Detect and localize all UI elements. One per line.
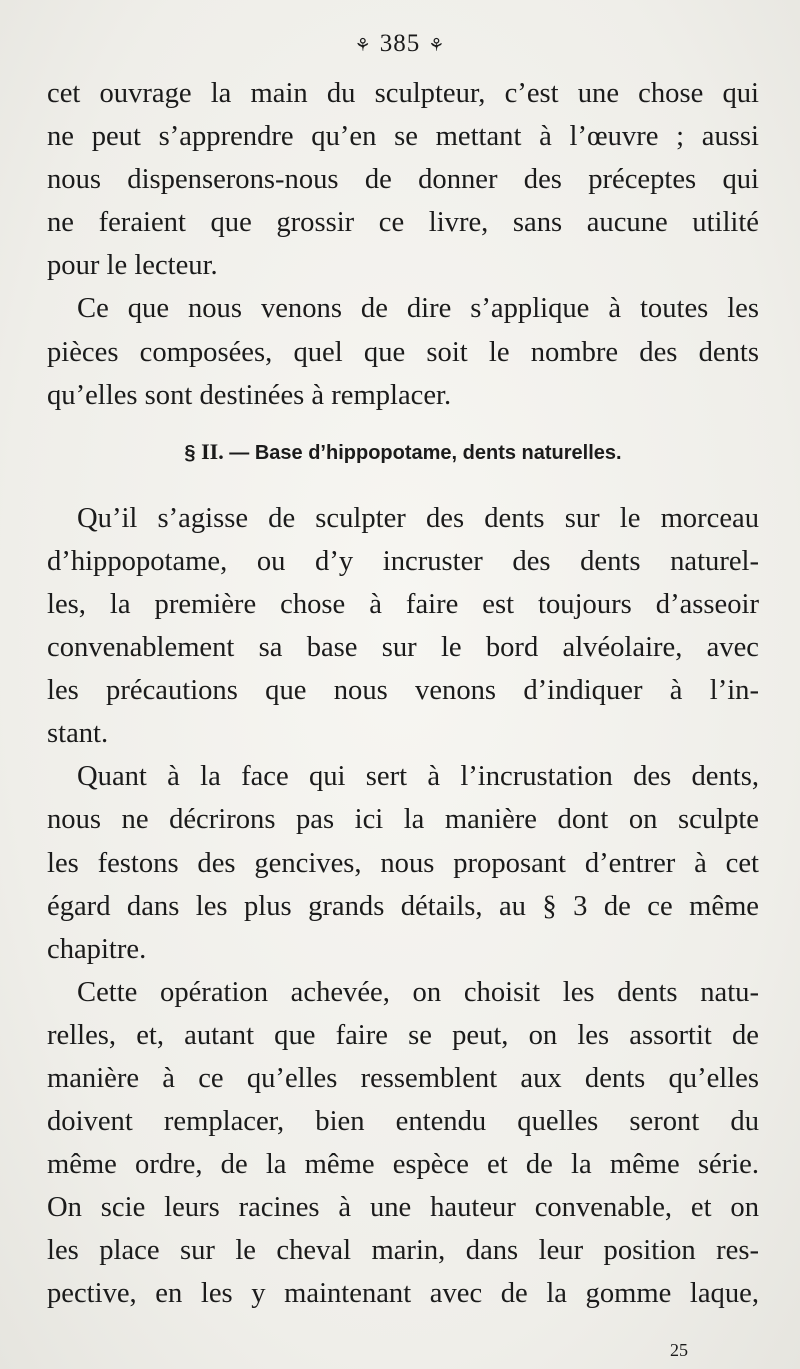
text-line: les, la première chose à faire est toujours d’asseoir: [47, 588, 759, 620]
section-number: II.: [201, 438, 224, 464]
text-line: ne feraient que grossir ce livre, sans aucune utilité: [47, 207, 759, 239]
text-line: doivent remplacer, bien entendu quelles seront du: [47, 1106, 759, 1138]
text-line: d’hippopotame, ou d’y incruster des dents naturel-: [47, 545, 759, 577]
text-line: pièces composées, quel que soit le nombre des dents: [47, 336, 759, 368]
text-line: ne peut s’apprendre qu’en se mettant à l’œuvre ; aussi: [47, 121, 759, 153]
text-line: les précautions que nous venons d’indiquer à l’in-: [47, 675, 759, 707]
paragraph-4: [47, 755, 759, 970]
text-line: même ordre, de la même espèce et de la même série.: [47, 1149, 759, 1181]
text-line: chapitre.: [47, 933, 147, 965]
right-ornament-icon: ⚘: [428, 34, 446, 55]
section-title: Base d’hippopotame, dents naturelles.: [254, 441, 622, 464]
paragraph-5: [47, 971, 759, 1316]
text-line: les place sur le cheval marin, dans leur position res-: [47, 1235, 759, 1267]
page-number: 385: [379, 30, 421, 57]
paragraph-2: [47, 287, 759, 416]
text-line: manière à ce qu’elles ressemblent aux dents qu’elles: [47, 1062, 759, 1094]
text-line: les festons des gencives, nous proposant d’entrer à cet: [47, 847, 759, 879]
text-line: convenablement sa base sur le bord alvéolaire, avec: [47, 632, 759, 664]
page-body: [47, 72, 759, 1316]
section-heading: [47, 437, 759, 467]
text-line: égard dans les plus grands détails, au § 3 de ce même: [47, 890, 759, 922]
paragraph-3: [47, 497, 759, 756]
text-line: cet ouvrage la main du sculpteur, c’est une chose qui: [47, 78, 759, 109]
text-line: Cette opération achevée, on choisit les dents natu-: [77, 976, 759, 1008]
paragraph-1: [47, 72, 759, 287]
text-line: stant.: [47, 718, 109, 750]
section-symbol: §: [184, 441, 196, 464]
text-line: pour le lecteur.: [47, 250, 218, 282]
signature-mark: 25: [670, 1340, 688, 1360]
text-line: Ce que nous venons de dire s’applique à toutes les: [77, 293, 759, 325]
text-line: On scie leurs racines à une hauteur convenable, et on: [47, 1192, 759, 1224]
text-line: nous dispenserons-nous de donner des préceptes qui: [47, 164, 759, 196]
text-line: qu’elles sont destinées à remplacer.: [47, 379, 452, 411]
left-ornament-icon: ⚘: [354, 34, 372, 55]
text-line: Quant à la face qui sert à l’incrustation des dents,: [77, 761, 759, 793]
text-line: nous ne décrirons pas ici la manière dont on sculpte: [47, 804, 759, 836]
text-line: relles, et, autant que faire se peut, on les assortit de: [47, 1019, 759, 1051]
text-line: pective, en les y maintenant avec de la gomme laque,: [47, 1278, 759, 1310]
section-dash: —: [229, 441, 250, 464]
text-line: Qu’il s’agisse de sculpter des dents sur le morceau: [77, 502, 759, 534]
page-header: [0, 30, 800, 58]
